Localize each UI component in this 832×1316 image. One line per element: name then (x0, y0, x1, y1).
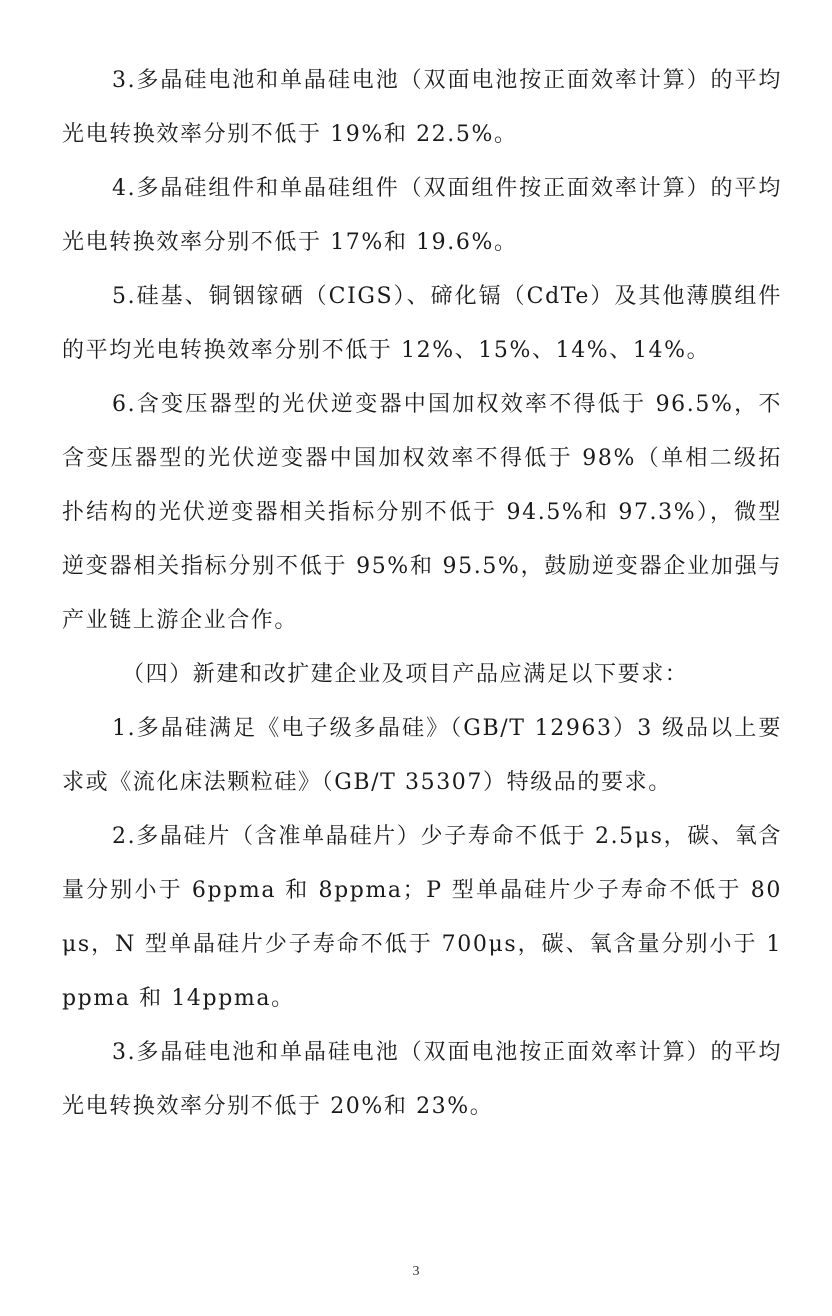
paragraph-thin-film-efficiency: 5.硅基、铜铟镓硒（CIGS）、碲化镉（CdTe）及其他薄膜组件的平均光电转换效率分别不低于 12%、15%、14%、14%。 (62, 284, 782, 363)
paragraph-cell-efficiency-new: 3.多晶硅电池和单晶硅电池（双面电池按正面效率计算）的平均光电转换效率分别不低于 20%和 23%。 (62, 1040, 782, 1119)
paragraph-inverter-efficiency: 6.含变压器型的光伏逆变器中国加权效率不得低于 96.5%，不含变压器型的光伏逆变器中国加权效率不得低于 98%（单相二级拓扑结构的光伏逆变器相关指标分别不低于 94.5%和 97.3%），微型逆变器相关指标分别不低于 95%和 95.5%，鼓励逆变器企业加强与产业链上游企业合作。 (62, 392, 782, 633)
paragraph-cell-efficiency-existing: 3.多晶硅电池和单晶硅电池（双面电池按正面效率计算）的平均光电转换效率分别不低于 19%和 22.5%。 (62, 68, 782, 147)
paragraph-module-efficiency-existing: 4.多晶硅组件和单晶硅组件（双面组件按正面效率计算）的平均光电转换效率分别不低于 17%和 19.6%。 (62, 176, 782, 255)
paragraph-wafer-requirement: 2.多晶硅片（含准单晶硅片）少子寿命不低于 2.5μs，碳、氧含量分别小于 6ppma 和 8ppma；P 型单晶硅片少子寿命不低于 80μs，N 型单晶硅片少子寿命不低于 700μs，碳、氧含量分别小于 1ppma 和 14ppma。 (62, 824, 782, 1011)
section-heading-new-projects: （四）新建和改扩建企业及项目产品应满足以下要求： (122, 662, 689, 687)
paragraph-polysilicon-requirement: 1.多晶硅满足《电子级多晶硅》（GB/T 12963）3 级品以上要求或《流化床法颗粒硅》（GB/T 35307）特级品的要求。 (62, 716, 782, 795)
page-number: 3 (412, 1264, 420, 1279)
